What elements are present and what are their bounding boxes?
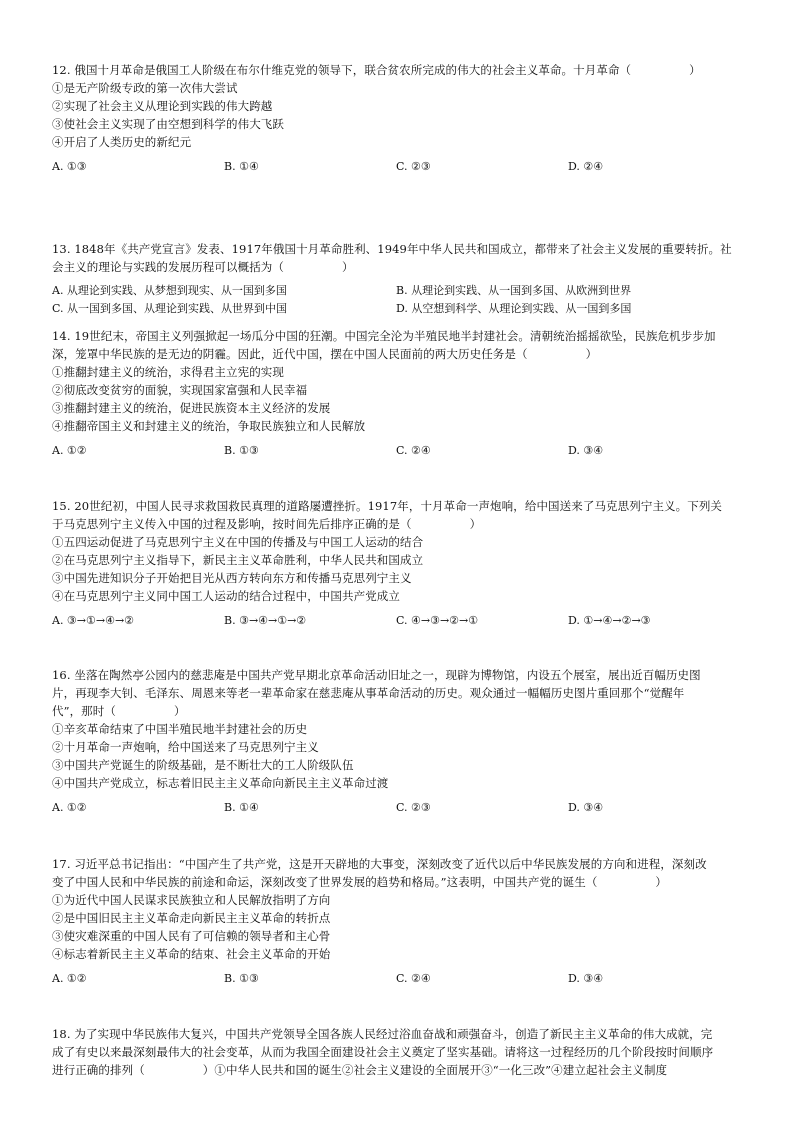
statement: ③中国先进知识分子开始把目光从西方转向东方和传播马克思列宁主义 — [52, 571, 412, 585]
statement: ②十月革命一声炮响，给中国送来了马克思列宁主义 — [52, 740, 319, 754]
statement: ④在马克思列宁主义同中国工人运动的结合过程中，中国共产党成立 — [52, 589, 400, 603]
option-c[interactable]: C. ②③ — [396, 801, 431, 814]
options-row — [52, 971, 742, 987]
options-grid — [52, 282, 742, 318]
option-c[interactable]: C. ④→③→②→① — [396, 614, 479, 627]
question-stem-line: 深，笼罩中华民族的是无边的阴霾。因此，近代中国，摆在中国人民面前的两大历史任务是（ ） — [52, 347, 598, 361]
question-18 — [52, 1025, 742, 1079]
question-stem-line: 17. 习近平总书记指出：“中国产生了共产党，这是开天辟地的大事变，深刻改变了近代以后中华民族发展的方向和进程，深刻改 — [52, 857, 707, 871]
question-stem-line: 于马克思列宁主义传入中国的过程及影响，按时间先后排序正确的是（ ） — [52, 517, 482, 531]
question-stem-line: 进行正确的排列（ ）①中华人民共和国的诞生②社会主义建设的全面展开③“一化三改”④建立起社会主义制度 — [52, 1063, 668, 1077]
statement: ③中国共产党诞生的阶级基础，是不断壮大的工人阶级队伍 — [52, 758, 354, 772]
question-14 — [52, 327, 742, 459]
question-stem-line: 代”，那时（ ） — [52, 704, 186, 718]
question-12 — [52, 61, 742, 175]
option-d[interactable]: D. ③④ — [568, 801, 604, 814]
question-stem-line: 18. 为了实现中华民族伟大复兴，中国共产党领导全国各族人民经过浴血奋战和顽强奋斗，创造了新民主主义革命的伟大成就，完 — [52, 1027, 713, 1041]
option-c[interactable]: C. ②③ — [396, 160, 431, 173]
statement: ④标志着新民主主义革命的结束、社会主义革命的开始 — [52, 947, 331, 961]
option-a[interactable]: A. 从理论到实践、从梦想到现实、从一国到多国 — [52, 284, 287, 297]
statement: ②是中国旧民主主义革命走向新民主主义革命的转折点 — [52, 911, 331, 925]
option-d[interactable]: D. 从空想到科学、从理论到实践、从一国到多国 — [396, 302, 632, 315]
question-stem-line: 15. 20世纪初，中国人民寻求救国救民真理的道路屡遭挫折。1917年，十月革命一声炮响，给中国送来了马克思列宁主义。下列关 — [52, 499, 723, 513]
question-stem-line: 会主义的理论与实践的发展历程可以概括为（ ） — [52, 260, 354, 274]
statement: ②实现了社会主义从理论到实践的伟大跨越 — [52, 99, 273, 113]
option-b[interactable]: B. 从理论到实践、从一国到多国、从欧洲到世界 — [396, 284, 632, 297]
option-b[interactable]: B. ①④ — [224, 801, 259, 814]
option-a[interactable]: A. ①② — [52, 444, 87, 457]
statement: ①推翻封建主义的统治，求得君主立宪的实现 — [52, 365, 284, 379]
statement: ②彻底改变贫穷的面貌，实现国家富强和人民幸福 — [52, 383, 308, 397]
option-b[interactable]: B. ①③ — [224, 972, 259, 985]
options-row — [52, 800, 742, 816]
option-c[interactable]: C. ②④ — [396, 444, 431, 457]
statement: ④中国共产党成立，标志着旧民主主义革命向新民主主义革命过渡 — [52, 776, 389, 790]
option-c[interactable]: C. ②④ — [396, 972, 431, 985]
options-row — [52, 159, 742, 175]
statement: ①为近代中国人民谋求民族独立和人民解放指明了方向 — [52, 893, 331, 907]
option-b[interactable]: B. ①④ — [224, 160, 259, 173]
statement: ①五四运动促进了马克思列宁主义在中国的传播及与中国工人运动的结合 — [52, 535, 424, 549]
statement: ②在马克思列宁主义指导下，新民主主义革命胜利，中华人民共和国成立 — [52, 553, 424, 567]
question-stem-line: 变了中国人民和中华民族的前途和命运，深刻改变了世界发展的趋势和格局。”这表明，中国共产党的诞生（ ） — [52, 875, 668, 889]
statement: ③使灾难深重的中国人民有了可信赖的领导者和主心骨 — [52, 929, 331, 943]
option-a[interactable]: A. ①② — [52, 801, 87, 814]
statement: ①是无产阶级专政的第一次伟大尝试 — [52, 81, 238, 95]
option-a[interactable]: A. ③→①→④→② — [52, 614, 135, 627]
statement: ③推翻封建主义的统治，促进民族资本主义经济的发展 — [52, 401, 331, 415]
option-d[interactable]: D. ③④ — [568, 972, 604, 985]
option-b[interactable]: B. ③→④→①→② — [224, 614, 307, 627]
option-a[interactable]: A. ①② — [52, 972, 87, 985]
option-c[interactable]: C. 从一国到多国、从理论到实践、从世界到中国 — [52, 302, 288, 315]
question-stem: 12. 俄国十月革命是俄国工人阶级在布尔什维克党的领导下，联合贫农所完成的伟大的社会主义革命。十月革命（ ） — [52, 63, 701, 77]
question-stem-line: 成了有史以来最深刻最伟大的社会变革，从而为我国全面建设社会主义奠定了坚实基础。请将这一过程经历的几个阶段按时间顺序 — [52, 1045, 714, 1059]
question-stem-line: 片，再现李大钊、毛泽东、周恩来等老一辈革命家在慈悲庵从事革命活动的历史。观众通过一幅幅历史图片重回那个“觉醒年 — [52, 686, 685, 700]
question-stem-line: 13. 1848年《共产党宣言》发表、1917年俄国十月革命胜利、1949年中华人民共和国成立，都带来了社会主义发展的重要转折。社 — [52, 242, 732, 256]
options-row — [52, 443, 742, 459]
question-stem-line: 16. 坐落在陶然亭公园内的慈悲庵是中国共产党早期北京革命活动旧址之一，现辟为博物馆，内设五个展室，展出近百幅历史图 — [52, 668, 701, 682]
statement: ④推翻帝国主义和封建主义的统治，争取民族独立和人民解放 — [52, 419, 366, 433]
question-15 — [52, 497, 742, 629]
question-17 — [52, 855, 742, 987]
option-a[interactable]: A. ①③ — [52, 160, 87, 173]
question-16 — [52, 666, 742, 816]
options-row — [52, 613, 742, 629]
option-d[interactable]: D. ②④ — [568, 160, 604, 173]
statement: ④开启了人类历史的新纪元 — [52, 135, 192, 149]
question-13 — [52, 240, 742, 318]
statement: ③使社会主义实现了由空想到科学的伟大飞跃 — [52, 117, 284, 131]
question-stem-line: 14. 19世纪末，帝国主义列强掀起一场瓜分中国的狂潮。中国完全沦为半殖民地半封建社会。清朝统治摇摇欲坠，民族危机步步加 — [52, 329, 716, 343]
option-d[interactable]: D. ①→④→②→③ — [568, 614, 651, 627]
option-b[interactable]: B. ①③ — [224, 444, 259, 457]
option-d[interactable]: D. ③④ — [568, 444, 604, 457]
statement: ①辛亥革命结束了中国半殖民地半封建社会的历史 — [52, 722, 308, 736]
